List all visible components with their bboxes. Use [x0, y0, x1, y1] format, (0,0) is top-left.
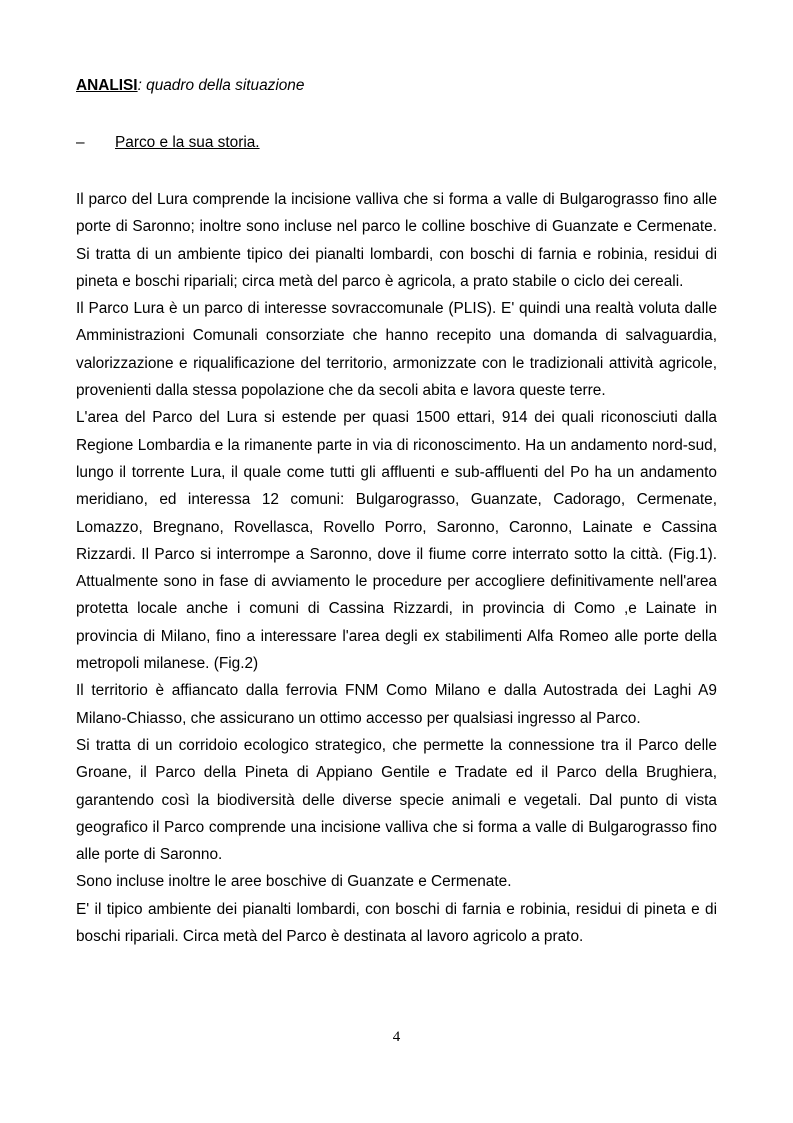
heading-bold: ANALISI	[76, 77, 138, 94]
paragraph: Si tratta di un corridoio ecologico strategico, che permette la connessione tra il Parco delle Groane, il Parco della Pineta di Appiano Gentile e Tradate ed il Parco della Brughiera, garantendo così la biodiversità delle diverse specie animali e vegetali. Dal punto di vista geografico il Parco comprende una incisione valliva che si forma a valle di Bulgarograsso fino alle porte di Saronno.	[76, 736, 717, 864]
paragraph: Il parco del Lura comprende la incisione valliva che si forma a valle di Bulgarograsso fino alle porte di Saronno; inoltre sono incluse nel parco le colline boschive di Guanzate e Cermenate. Si tratta di un ambiente tipico dei pianalti lombardi, con boschi di farnia e robinia, residui di pineta e boschi ripariali; circa metà del parco è agricola, a prato stabile o ciclo dei cereali.	[76, 191, 717, 290]
page-number: 4	[392, 1029, 401, 1045]
paragraph: E' il tipico ambiente dei pianalti lombardi, con boschi di farnia e robinia, residui di pineta e di boschi ripariali. Circa metà del Parco è destinata al lavoro agricolo a prato.	[76, 900, 717, 946]
list-dash: –	[76, 134, 85, 151]
heading-italic: : quadro della situazione	[137, 77, 305, 94]
paragraph: Il Parco Lura è un parco di interesse sovraccomunale (PLIS). E' quindi una realtà voluta dalle Amministrazioni Comunali consorziate che hanno recepito una domanda di salvaguardia, valorizzazione e riqualificazione del territorio, armonizzate con le tradizionali attività agricole, provenienti dalla stessa popolazione che da secoli abita e lavora queste terre.	[76, 300, 717, 400]
body-text	[76, 186, 717, 950]
section-heading	[76, 76, 304, 96]
subsection-heading	[76, 133, 260, 153]
paragraph: Il territorio è affiancato dalla ferrovia FNM Como Milano e dalla Autostrada dei Laghi A9 Milano-Chiasso, che assicurano un ottimo accesso per qualsiasi ingresso al Parco.	[76, 682, 717, 727]
paragraph: L'area del Parco del Lura si estende per quasi 1500 ettari, 914 dei quali riconosciuti dalla Regione Lombardia e la rimanente parte in via di riconoscimento. Ha un andamento nord-sud, lungo il torrente Lura, il quale come tutti gli affluenti e sub-affluenti del Po ha un andamento meridiano, ed interessa 12 comuni: Bulgarograsso, Guanzate, Cadorago, Cermenate, Lomazzo, Bregnano, Rovellasca, Rovello Porro, Saronno, Caronno, Lainate e Cassina Rizzardi. Il Parco si interrompe a Saronno, dove il fiume corre interrato sotto la città. (Fig.1). Attualmente sono in fase di avviamento le procedure per accogliere definitivamente nell'area protetta locale anche i comuni di Cassina Rizzardi, in provincia di Como ,e Lainate in provincia di Milano, fino a interessare l'area degli ex stabilimenti Alfa Romeo alle porte della metropoli milanese. (Fig.2)	[76, 409, 717, 673]
paragraph: Sono incluse inoltre le aree boschive di Guanzate e Cermenate.	[76, 873, 512, 891]
subsection-title: Parco e la sua storia.	[115, 134, 260, 151]
